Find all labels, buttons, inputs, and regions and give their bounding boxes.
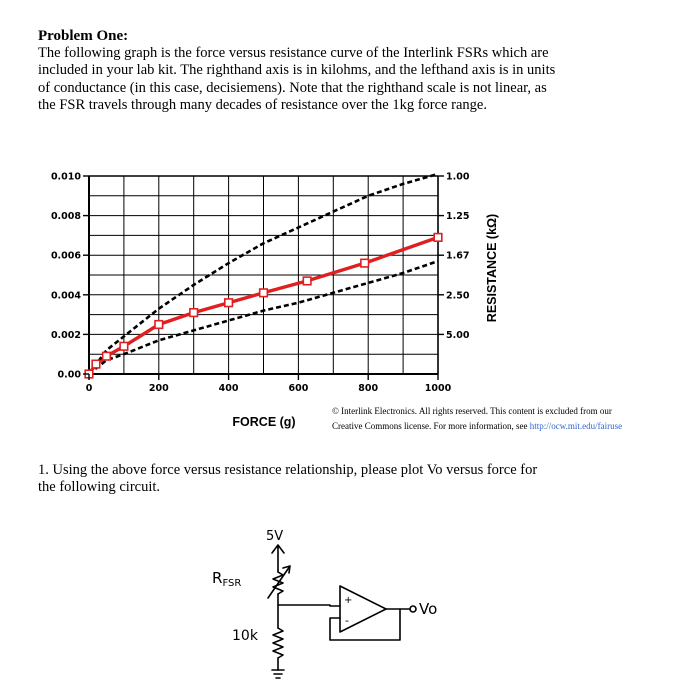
output-terminal-icon	[410, 606, 416, 612]
x-tick-label: 1000	[424, 383, 452, 394]
y-tick-label: 0.008	[50, 211, 81, 223]
supply-label: 5V	[266, 529, 284, 544]
y-tick-label: 0.00	[57, 369, 81, 381]
wire	[278, 605, 340, 606]
x-axis-title: FORCE (g)	[232, 415, 296, 429]
y2-tick-label: 1.67	[446, 250, 470, 262]
x-tick-label: 600	[288, 383, 309, 394]
resistor-label: 10k	[232, 628, 258, 644]
y-tick-label: 0.006	[50, 250, 81, 262]
copyright-line: © Interlink Electronics. All rights reserved. This content is excluded from our	[332, 406, 612, 416]
paragraph-line: the FSR travels through many decades of resistance over the 1kg force range.	[38, 97, 487, 114]
y2-tick-label: 5.00	[446, 329, 470, 341]
ground-icon	[272, 670, 284, 678]
rfsr-label	[212, 569, 241, 589]
y-tick-label: 0.002	[50, 329, 81, 341]
output-label: Vo	[419, 600, 438, 618]
paragraph-line: of conductance (in this case, decisiemens). Note that the righthand scale is not linear, as	[38, 79, 547, 96]
y-tick-label: 0.004	[50, 290, 81, 302]
buffer-plus-sign: +	[344, 595, 353, 606]
question-line: 1. Using the above force versus resistance relationship, please plot Vo versus force for	[38, 462, 538, 478]
x-tick-label: 800	[358, 383, 379, 394]
copyright-line: Creative Commons license. For more information, see	[332, 420, 530, 431]
fairuse-link[interactable]: http://ocw.mit.edu/fairuse	[529, 420, 623, 431]
y2-axis-title: RESISTANCE (kΩ)	[485, 213, 499, 323]
y2-tick-label: 1.25	[446, 211, 470, 223]
rfsr-letter: R	[212, 569, 223, 587]
rfsr-subscript: FSR	[222, 578, 242, 589]
y2-tick-label: 1.00	[446, 171, 470, 183]
question-line: the following circuit.	[38, 479, 161, 496]
x-tick-label: 200	[148, 383, 169, 394]
x-tick-label: 400	[218, 383, 239, 394]
resistor-10k-icon	[273, 628, 283, 658]
y-tick-label: 0.010	[50, 171, 81, 183]
y2-tick-label: 2.50	[446, 290, 470, 302]
supply-arrow-icon	[272, 545, 284, 570]
problem-heading: Problem One:	[38, 28, 129, 44]
paragraph-line: included in your lab kit. The righthand axis is in kilohms, and the lefthand axis is in units	[38, 62, 556, 79]
buffer-minus-sign: -	[345, 614, 349, 627]
x-tick-label: 0	[85, 383, 93, 394]
paragraph-line: The following graph is the force versus resistance curve of the Interlink FSRs which are	[38, 45, 549, 61]
